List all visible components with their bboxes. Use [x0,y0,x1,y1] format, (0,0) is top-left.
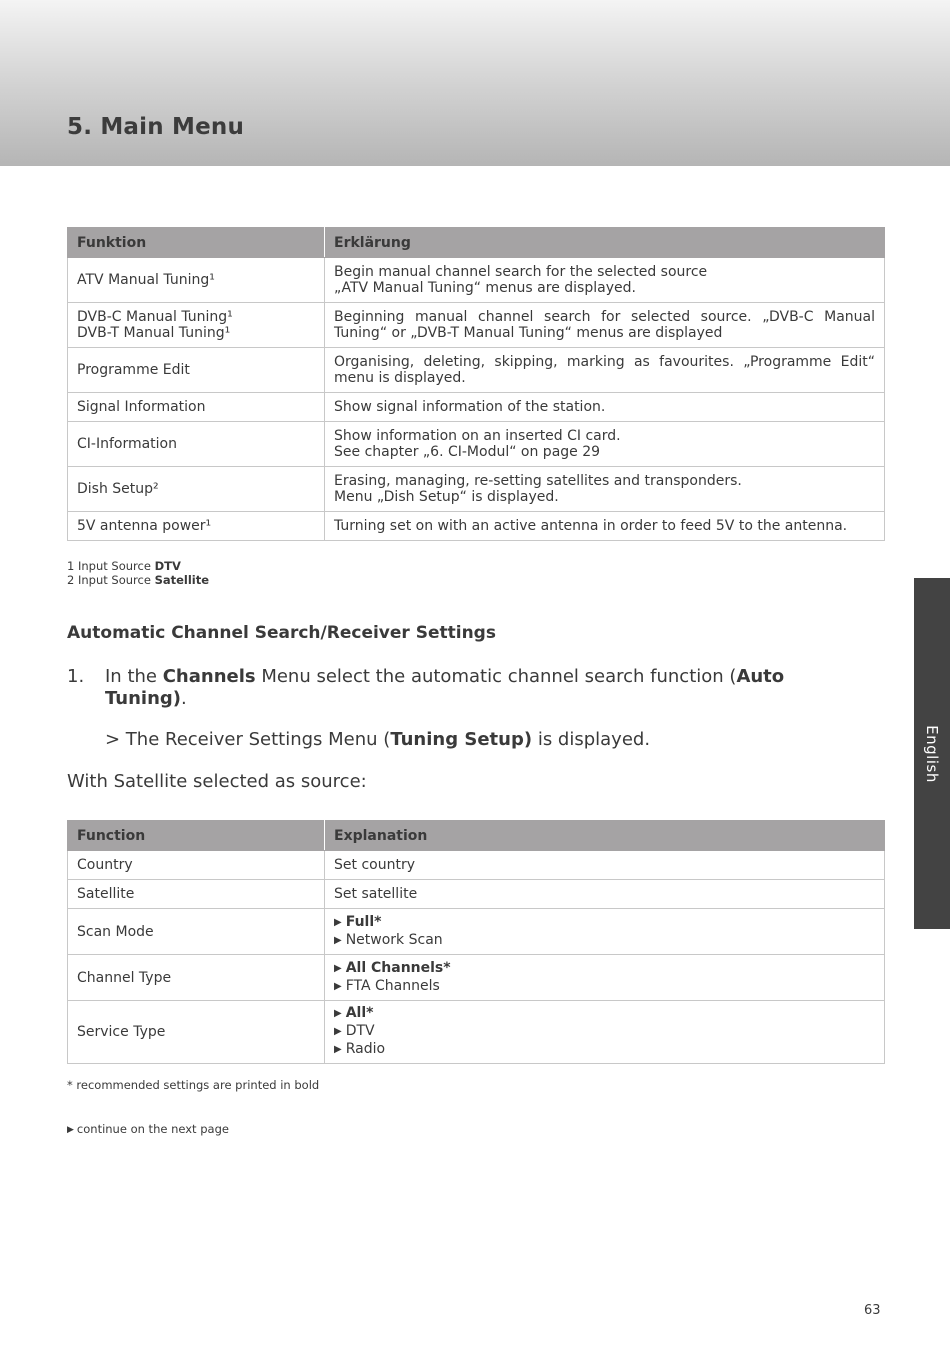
function-text: DVB-T Manual Tuning¹ [77,325,231,341]
table-row [68,512,885,541]
function-cell: Satellite [68,880,325,909]
explanation-text: Organising, deleting, skipping, marking as favourites. „Programme Edit“ menu is displayed. [334,354,875,386]
explanation-cell [325,258,885,303]
function-cell [68,422,325,467]
option-text: Radio [345,1041,386,1057]
option-text: All* [345,1005,374,1021]
function-cell [68,258,325,303]
table-row [68,1001,885,1064]
triangle-right-icon: ▶ [334,934,342,946]
recommended-note: * recommended settings are printed in bold [67,1078,320,1092]
function-text: 5V antenna power¹ [77,518,212,534]
page-title: 5. Main Menu [67,114,245,140]
header-band [0,0,950,166]
option-item [334,960,875,978]
footnote [67,573,209,587]
option-text: Full* [345,913,382,930]
function-cell [68,348,325,393]
source-paragraph: With Satellite selected as source: [67,771,367,792]
option-item [334,932,875,950]
explanation-cell [325,348,885,393]
step-text-part: Menu select the automatic channel search function ( [255,666,737,687]
section-title: Automatic Channel Search/Receiver Settings [67,623,496,643]
explanation-cell [325,303,885,348]
side-tab-label: English [923,724,941,783]
explanation-text: Show signal information of the station. [334,399,606,415]
column-header-function: Funktion [68,228,325,258]
step-text [105,666,867,710]
explanation-text: Beginning manual channel search for selected source. „DVB-C Manual Tuning“ or „DVB-T Manual Tuning“ menus are displayed [334,309,875,341]
instruction-step [67,666,867,710]
step-text-bold: Channels [162,666,256,687]
table-row [68,348,885,393]
column-header-function: Function [68,821,325,851]
explanation-cell [325,467,885,512]
option-item [334,1023,875,1041]
explanation-text: Begin manual channel search for the selected source [334,264,708,280]
explanation-cell [325,851,885,880]
result-bold: Tuning Setup) [390,729,533,750]
footnote-text: 2 Input Source [67,573,155,587]
table-row [68,880,885,909]
page-number: 63 [864,1303,881,1318]
function-text: DVB-C Manual Tuning¹ [77,309,233,325]
explanation-text: See chapter „6. CI-Modul“ on page 29 [334,444,601,460]
function-cell [68,393,325,422]
function-text: ATV Manual Tuning¹ [77,272,215,288]
explanation-text: Menu „Dish Setup“ is displayed. [334,489,559,505]
option-text: DTV [345,1023,375,1039]
triangle-right-icon: ▶ [334,980,342,992]
function-cell: Country [68,851,325,880]
explanation-text: Erasing, managing, re-setting satellites and transponders. [334,473,742,489]
explanation-text: Set country [334,857,415,873]
step-text-part: . [181,688,187,709]
function-cell: Service Type [68,1001,325,1064]
function-cell [68,303,325,348]
explanation-cell [325,512,885,541]
continue-note [67,1122,229,1136]
option-text: FTA Channels [345,977,440,994]
column-header-explanation: Erklärung [325,228,885,258]
table-row [68,467,885,512]
table-row [68,422,885,467]
option-text: All Channels* [345,959,451,976]
triangle-right-icon: ▶ [334,1044,342,1055]
option-text: Network Scan [345,931,443,948]
footnote-bold: DTV [154,559,181,573]
option-item [334,1005,875,1023]
table-row [68,851,885,880]
explanation-cell [325,1001,885,1064]
footnotes [67,559,209,587]
function-cell: Channel Type [68,955,325,1001]
explanation-cell [325,955,885,1001]
function-text: Dish Setup² [77,481,159,497]
table-header-row [68,228,885,258]
language-side-tab [914,578,950,929]
function-text: Programme Edit [77,362,190,378]
step-text-bold: Auto Tuning) [105,666,785,709]
table-row [68,955,885,1001]
option-item [334,914,875,932]
explanation-cell [325,422,885,467]
step-text-part: In the [105,666,163,687]
table-row [68,303,885,348]
footnote-bold: Satellite [154,573,210,587]
step-result [105,729,650,751]
receiver-settings-table [67,820,885,1064]
explanation-text: Show information on an inserted CI card. [334,428,621,444]
triangle-right-icon: ▶ [334,962,342,974]
triangle-right-icon: ▶ [67,1125,74,1135]
explanation-cell [325,393,885,422]
function-cell [68,467,325,512]
table-row [68,909,885,955]
triangle-right-icon: ▶ [334,1008,342,1019]
footnote-text: 1 Input Source [67,559,155,573]
function-cell [68,512,325,541]
footnote [67,559,209,573]
function-cell: Scan Mode [68,909,325,955]
result-text: is displayed. [532,729,651,750]
triangle-right-icon: ▶ [334,1026,342,1037]
function-text: Signal Information [77,399,206,415]
table-row [68,393,885,422]
step-number: 1. [67,666,85,687]
option-item [334,978,875,996]
option-item [334,1041,875,1059]
column-header-explanation: Explanation [325,821,885,851]
explanation-cell [325,909,885,955]
table-row [68,258,885,303]
continue-text: continue on the next page [76,1122,229,1136]
triangle-right-icon: ▶ [334,916,342,928]
explanation-cell [325,880,885,909]
function-text: CI-Information [77,436,177,452]
main-menu-table [67,227,885,541]
table-header-row [68,821,885,851]
result-text: > The Receiver Settings Menu ( [105,729,391,750]
explanation-text: Set satellite [334,886,418,902]
explanation-text: Turning set on with an active antenna in order to feed 5V to the antenna. [334,518,848,534]
explanation-text: „ATV Manual Tuning“ menus are displayed. [334,280,636,296]
